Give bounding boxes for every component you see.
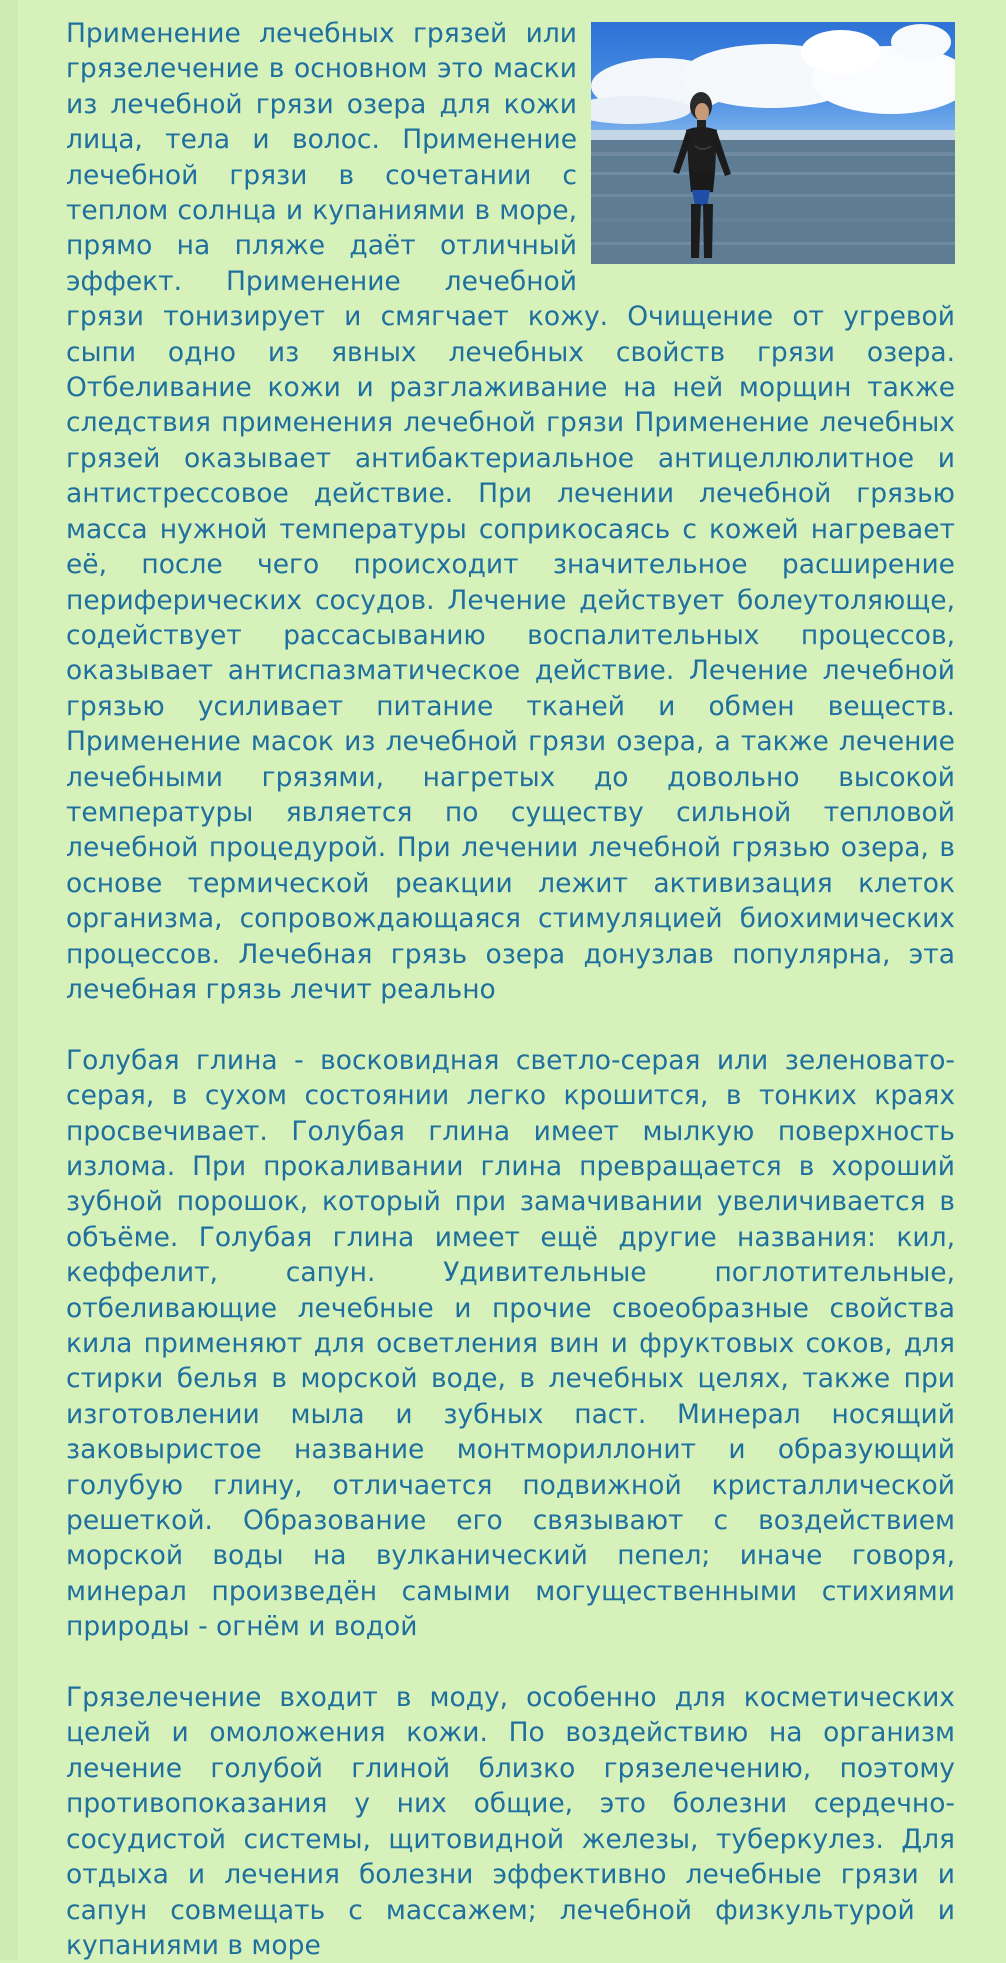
paragraph-contraindications: Грязелечение входит в моду, особенно для косметических целей и омоложения кожи. По воздействию на организм лечение голубой глиной близко грязелечению, поэтому противопоказания у них общие, это болезни сердечно-сосудистой системы, щитовидной железы, туберкулез. Для отдыха и лечения болезни эффективно лечебные грязи и сапун совмещать с массажем; лечебной физкультурой и купаниями в море — [66, 1682, 955, 1961]
page-left-strip — [0, 0, 18, 1960]
paragraph-mud-therapy: Применение лечебных грязей или грязелечение в основном это маски из лечебной грязи озера для кожи лица, тела и волос. Применение лечебной грязи в сочетании с теплом солнца и купаниями в море, прямо на пляже даёт отличный эффект. Применение лечебной грязи тонизирует и смягчает кожу. Очищение от угревой сыпи одно из явных лечебных свойств грязи озера. Отбеливание кожи и разглаживание на ней морщин также следствия применения лечебной грязи Применение лечебных грязей оказывает антибактериальное антицеллюлитное и антистрессовое действие. При лечении лечебной грязью масса нужной температуры соприкосаясь с кожей нагревает её, после чего происходит значительное расширение периферических сосудов. Лечение действует болеутоляюще, содействует рассасыванию воспалительных процессов, оказывает антиспазматическое действие. Лечение лечебной грязью усиливает питание тканей и обмен веществ. Применение масок из лечебной грязи озера, а также лечение лечебными грязями, нагретых до довольно высокой температуры является по существу сильной тепловой лечебной процедурой. При лечении лечебной грязью озера, в основе термической реакции лежит активизация клеток организма, сопровождающаяся стимуляцией биохимических процессов. Лечебная грязь озера донузлав популярна, эта лечебная грязь лечит реально — [66, 18, 955, 1005]
mud-therapy-photo — [591, 22, 955, 264]
paragraph-blue-clay: Голубая глина - восковидная светло-серая или зеленовато-серая, в сухом состоянии легко крошится, в тонких краях просвечивает. Голубая глина имеет мылкую поверхность излома. При прокаливании глина превращается в хороший зубной порошок, который при замачивании увеличивается в объёме. Голубая глина имеет ещё другие названия: кил, кеффелит, сапун. Удивительные поглотительные, отбеливающие лечебные и прочие своеобразные свойства кила применяют для осветления вин и фруктовых соков, для стирки белья в морской воде, в лечебных целях, также при изготовлении мыла и зубных паст. Минерал носящий заковыристое название монтмориллонит и образующий голубую глину, отличается подвижной кристаллической решеткой. Образование его связывают с воздействием морской воды на вулканический пепел; иначе говоря, минерал произведён самыми могущественными стихиями природы - огнём и водой — [66, 1044, 955, 1643]
photo-woman-in-mud-at-lake-shore-icon — [591, 22, 955, 264]
article-body — [66, 16, 955, 1963]
